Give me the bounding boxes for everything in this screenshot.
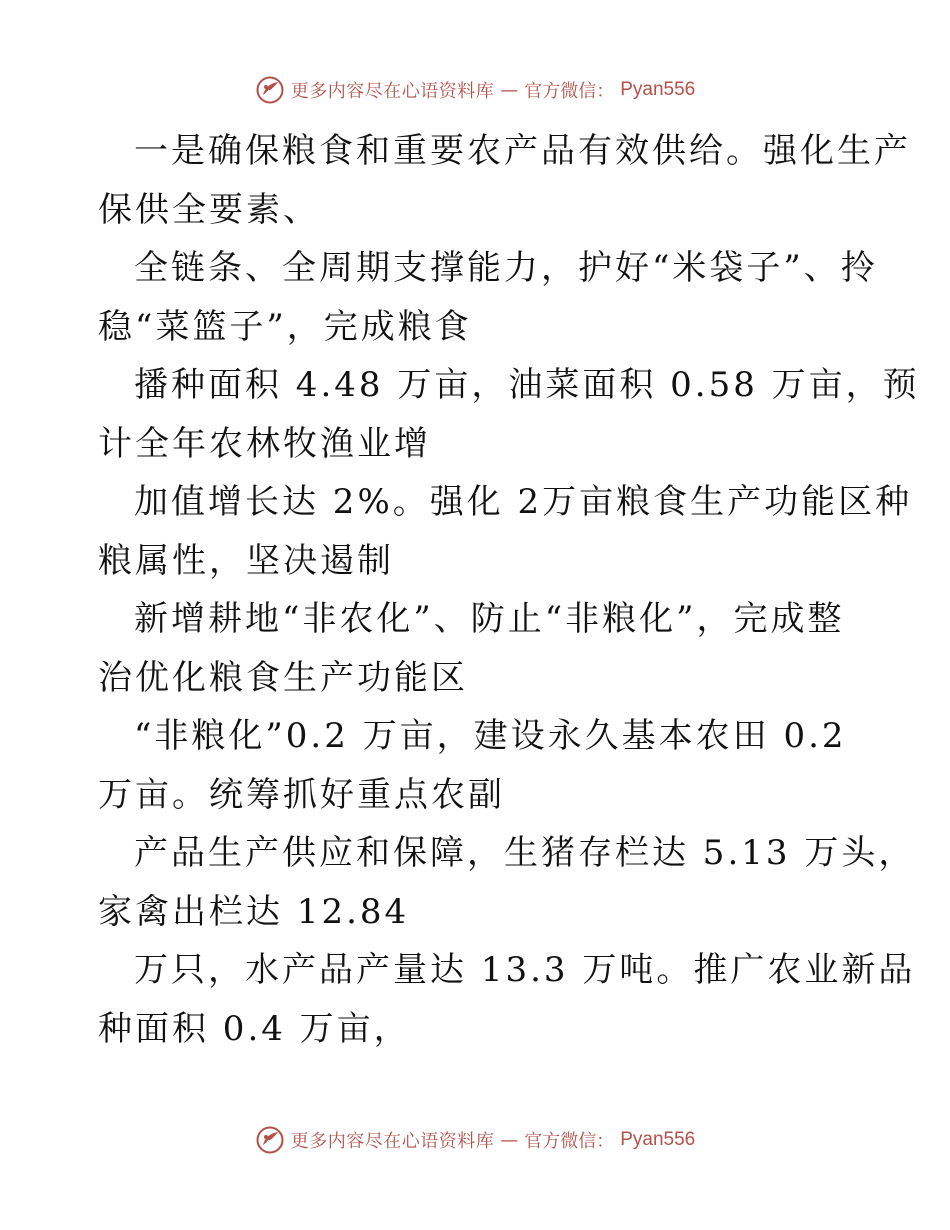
text-line: 家禽出栏达 12.84 xyxy=(98,891,410,932)
text-line: 加值增长达 2%。强化 2万亩粮食生产功能区种 xyxy=(134,482,913,522)
watermark-id: Pyan556 xyxy=(620,79,696,100)
text-line: 粮属性，坚决遏制 xyxy=(98,540,394,581)
watermark-label: 官方微信： xyxy=(524,81,615,102)
text-line: 全链条、全周期支撑能力，护好“米袋子”、拎 xyxy=(134,248,878,288)
watermark-label: 官方微信： xyxy=(524,1131,615,1152)
footer-watermark xyxy=(0,1122,950,1158)
watermark-dash: — xyxy=(500,1129,519,1151)
text-line: 稳“菜篮子”，完成粮食 xyxy=(98,306,472,347)
document-body xyxy=(98,122,920,1058)
text-line: “非粮化”0.2 万亩，建设永久基本农田 0.2 xyxy=(134,716,847,756)
watermark-text: 更多内容尽在心语资料库 xyxy=(290,1131,495,1152)
text-line: 计全年农林牧渔业增 xyxy=(98,423,431,464)
text-line: 新增耕地“非农化”、防止“非粮化”，完成整 xyxy=(134,599,845,639)
watermark-dash: — xyxy=(500,79,519,101)
text-line: 一是确保粮食和重要农产品有效供给。强化生产 xyxy=(134,131,911,171)
watermark-id: Pyan556 xyxy=(620,1129,696,1150)
logo-icon xyxy=(255,1125,285,1155)
text-line: 治优化粮食生产功能区 xyxy=(98,657,468,698)
logo-icon xyxy=(255,75,285,105)
watermark-text: 更多内容尽在心语资料库 xyxy=(290,81,495,102)
text-line: 种面积 0.4 万亩， xyxy=(98,1008,411,1049)
text-line: 播种面积 4.48 万亩，油菜面积 0.58 万亩，预 xyxy=(134,365,920,405)
text-line: 万只，水产品产量达 13.3 万吨。推广农业新品 xyxy=(134,950,916,990)
text-line: 产品生产供应和保障，生猪存栏达 5.13 万头， xyxy=(134,833,916,873)
text-line: 保供全要素、 xyxy=(98,189,320,230)
header-watermark xyxy=(0,72,950,108)
text-line: 万亩。统筹抓好重点农副 xyxy=(98,774,505,815)
